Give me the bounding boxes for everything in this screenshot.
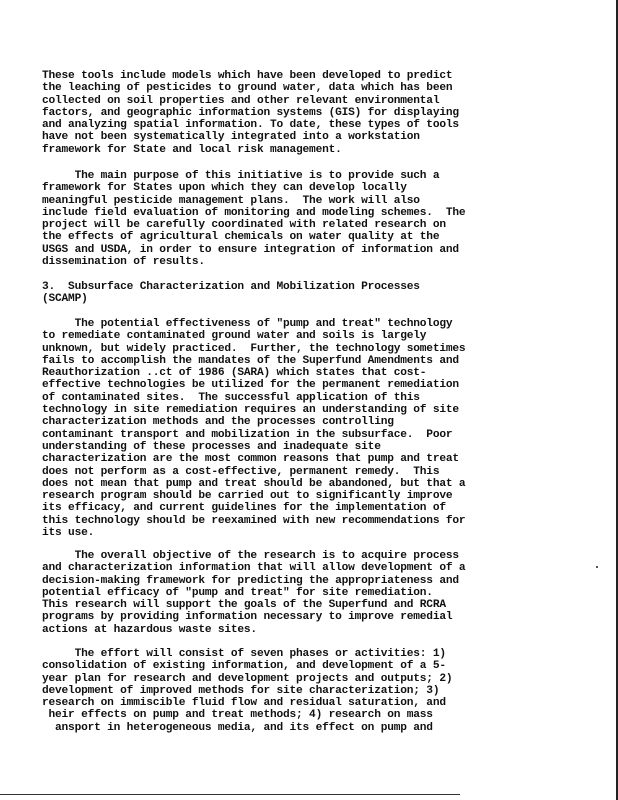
- scan-speck: [596, 566, 598, 568]
- paragraph-initiative-purpose: The main purpose of this initiative is to provide such a framework for States upon which they can develop locally meaningful pesticide management plans. The work will also include field evaluation of monitoring and modeling schemes. The project will be carefully coordinated with related research on the effects of agricultural chemicals on water quality at the USGS and USDA, in order to ensure integration of information and dissemination of results.: [42, 170, 466, 269]
- paragraph-effort-phases: The effort will consist of seven phases or activities: 1) consolidation of existing information, and development of a 5- year plan for research and development projects and outputs; 2) development of improved methods for site characterization; 3) research on immiscible fluid flow and residual saturation, and heir effects on pump and treat methods; 4) research on mass ansport in heterogeneous media, and its effect on pump and: [42, 648, 453, 734]
- paragraph-pump-and-treat: The potential effectiveness of "pump and treat" technology to remediate contaminated ground water and soils is largely unknown, but widely practiced. Further, the technology sometimes fails to accomplish the mandates of the Superfund Amendments and Reauthorization ..ct of 1986 (SARA) which states that cost- effective technologies be utilized for the permanent remediation of contaminated sites. The successful application of this technology in site remediation requires an understanding of site characterization methods and the processes controlling contaminant transport and mobilization in the subsurface. Poor understanding of these processes and inadequate site characterization are the most common reasons that pump and treat does not perform as a cost-effective, permanent remedy. This does not mean that pump and treat should be abandoned, but that a research program should be carried out to significantly improve its efficacy, and current guidelines for the implementation of this technology should be reexamined with new recommendations for its use.: [42, 318, 466, 540]
- bottom-scan-line: [0, 794, 460, 795]
- paragraph-gis-tools: These tools include models which have been developed to predict the leaching of pesticides to ground water, data which has been collected on soil properties and other relevant environmental factors, and geographic information systems (GIS) for displaying and analyzing spatial information. To date, these types of tools have not been systematically integrated into a workstation framework for State and local risk management.: [42, 70, 459, 156]
- section-heading-scamp: 3. Subsurface Characterization and Mobilization Processes (SCAMP): [42, 281, 420, 306]
- paragraph-research-objective: The overall objective of the research is to acquire process and characterization information that will allow development of a decision-making framework for predicting the appropriateness and potential efficacy of "pump and treat" for site remediation. This research will support the goals of the Superfund and RCRA programs by providing information necessary to improve remedial actions at hazardous waste sites.: [42, 550, 466, 636]
